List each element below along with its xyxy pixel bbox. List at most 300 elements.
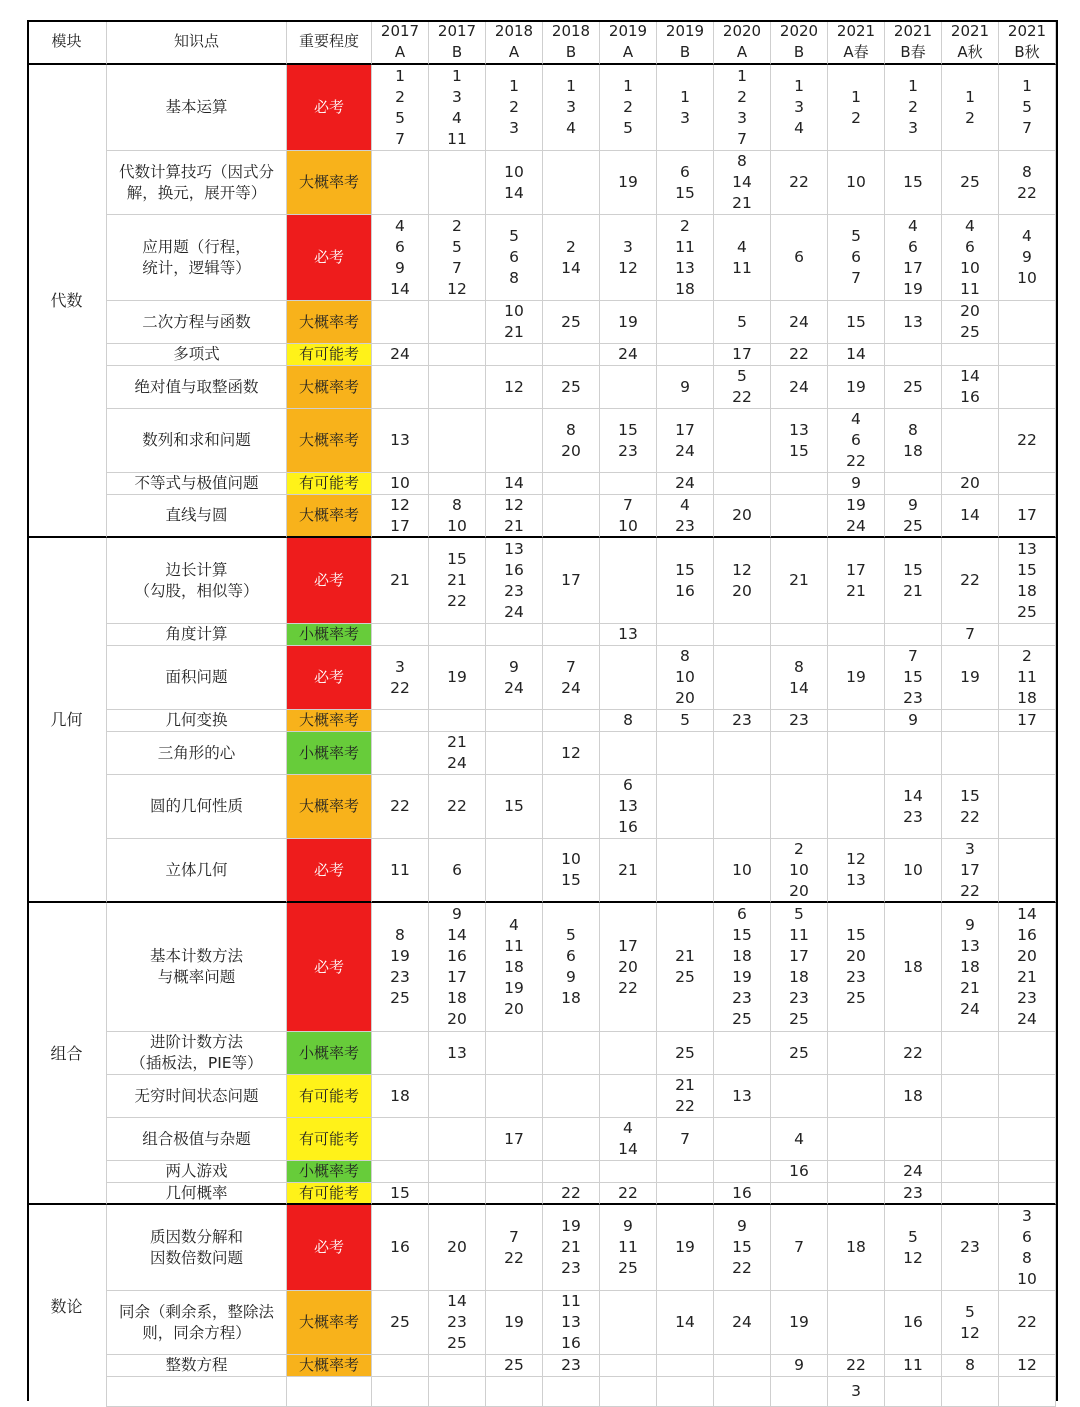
- module-cell: 代数: [27, 65, 107, 538]
- question-cell: 10: [714, 839, 771, 903]
- header-exam: 2021 B秋: [999, 20, 1056, 65]
- question-cell: [828, 624, 885, 646]
- question-cell: 13: [885, 301, 942, 344]
- question-cell: 18: [372, 1075, 429, 1118]
- question-cell: 15 22: [942, 775, 999, 839]
- question-cell: 8: [600, 710, 657, 732]
- question-cell: [771, 1075, 828, 1118]
- question-cell: 13 15: [771, 409, 828, 473]
- question-cell: [486, 344, 543, 366]
- question-cell: [999, 1161, 1056, 1183]
- importance-badge: 有可能考: [287, 1118, 372, 1161]
- question-cell: [486, 839, 543, 903]
- question-cell: [771, 1377, 828, 1407]
- question-cell: 21: [771, 538, 828, 624]
- question-cell: 22: [771, 344, 828, 366]
- question-cell: [885, 344, 942, 366]
- question-cell: [714, 1355, 771, 1377]
- question-cell: 21 24: [429, 732, 486, 775]
- question-cell: 9 13 18 21 24: [942, 903, 999, 1032]
- question-cell: [714, 775, 771, 839]
- question-cell: 15 23: [600, 409, 657, 473]
- question-cell: 15: [372, 1183, 429, 1205]
- question-cell: [486, 1032, 543, 1075]
- importance-badge: 大概率考: [287, 1355, 372, 1377]
- importance-badge: 大概率考: [287, 775, 372, 839]
- question-cell: 20: [714, 495, 771, 538]
- question-cell: 1 2 5: [600, 65, 657, 151]
- question-cell: 2 14: [543, 215, 600, 301]
- question-cell: 15 20 23 25: [828, 903, 885, 1032]
- importance-badge: 必考: [287, 646, 372, 710]
- question-cell: [714, 732, 771, 775]
- importance-badge: 必考: [287, 215, 372, 301]
- question-cell: [600, 538, 657, 624]
- question-cell: [486, 1183, 543, 1205]
- question-cell: 17: [999, 710, 1056, 732]
- question-cell: 14 16: [942, 366, 999, 409]
- question-cell: 19: [828, 366, 885, 409]
- question-cell: 10 14: [486, 151, 543, 215]
- question-cell: [828, 1118, 885, 1161]
- question-cell: [600, 1377, 657, 1407]
- question-cell: [885, 1118, 942, 1161]
- question-cell: 19: [771, 1291, 828, 1355]
- question-cell: [885, 473, 942, 495]
- question-cell: 2 11 18: [999, 646, 1056, 710]
- topic-cell: [107, 1377, 287, 1407]
- question-cell: 17 24: [657, 409, 714, 473]
- question-cell: 15 16: [657, 538, 714, 624]
- question-cell: 10 15: [543, 839, 600, 903]
- topic-cell: 代数计算技巧（因式分解，换元，展开等）: [107, 151, 287, 215]
- question-cell: 7 15 23: [885, 646, 942, 710]
- question-cell: 6 13 16: [600, 775, 657, 839]
- question-cell: [714, 409, 771, 473]
- question-cell: 19: [828, 646, 885, 710]
- question-cell: 22: [999, 409, 1056, 473]
- question-cell: 5 12: [885, 1205, 942, 1291]
- question-cell: 8: [942, 1355, 999, 1377]
- header-exam: 2019 A: [600, 20, 657, 65]
- question-cell: [999, 775, 1056, 839]
- question-cell: [714, 1032, 771, 1075]
- question-cell: [771, 495, 828, 538]
- question-cell: 4 23: [657, 495, 714, 538]
- question-cell: [885, 624, 942, 646]
- question-cell: 19: [657, 1205, 714, 1291]
- question-cell: 23: [714, 710, 771, 732]
- question-cell: 8 20: [543, 409, 600, 473]
- question-cell: [999, 301, 1056, 344]
- question-cell: 10 21: [486, 301, 543, 344]
- importance-badge: 有可能考: [287, 1075, 372, 1118]
- question-cell: 6 15 18 19 23 25: [714, 903, 771, 1032]
- question-cell: 9: [828, 473, 885, 495]
- question-cell: 14 23: [885, 775, 942, 839]
- question-cell: 17: [714, 344, 771, 366]
- question-cell: 4 11 18 19 20: [486, 903, 543, 1032]
- question-cell: [372, 1355, 429, 1377]
- question-cell: 25: [885, 366, 942, 409]
- question-cell: 9 14 16 17 18 20: [429, 903, 486, 1032]
- question-cell: [543, 775, 600, 839]
- importance-badge: 必考: [287, 903, 372, 1032]
- question-cell: [771, 473, 828, 495]
- question-cell: [372, 732, 429, 775]
- question-cell: 13 16 23 24: [486, 538, 543, 624]
- topic-cell: 多项式: [107, 344, 287, 366]
- question-cell: [771, 1183, 828, 1205]
- question-cell: 21: [600, 839, 657, 903]
- question-cell: 14 23 25: [429, 1291, 486, 1355]
- question-cell: 19: [942, 646, 999, 710]
- question-cell: 3 22: [372, 646, 429, 710]
- question-cell: 12 17: [372, 495, 429, 538]
- question-cell: 18: [885, 903, 942, 1032]
- exam-topic-table: [27, 20, 1056, 1407]
- importance-badge: 大概率考: [287, 1291, 372, 1355]
- question-cell: [429, 710, 486, 732]
- question-cell: 15 21: [885, 538, 942, 624]
- question-cell: 8 10: [429, 495, 486, 538]
- question-cell: 21: [372, 538, 429, 624]
- question-cell: [999, 1075, 1056, 1118]
- question-cell: [372, 366, 429, 409]
- question-cell: 7 10: [600, 495, 657, 538]
- question-cell: [657, 1161, 714, 1183]
- question-cell: [942, 710, 999, 732]
- importance-badge: [287, 1377, 372, 1407]
- question-cell: 1 5 7: [999, 65, 1056, 151]
- question-cell: 5 6 7: [828, 215, 885, 301]
- question-cell: 17: [999, 495, 1056, 538]
- question-cell: 4 11: [714, 215, 771, 301]
- topic-cell: 直线与圆: [107, 495, 287, 538]
- question-cell: 12: [999, 1355, 1056, 1377]
- question-cell: 15: [486, 775, 543, 839]
- question-cell: [828, 732, 885, 775]
- question-cell: 5: [714, 301, 771, 344]
- question-cell: [714, 646, 771, 710]
- topic-cell: 二次方程与函数: [107, 301, 287, 344]
- question-cell: [543, 473, 600, 495]
- question-cell: 18: [885, 1075, 942, 1118]
- question-cell: 1 3 4: [771, 65, 828, 151]
- question-cell: 19 21 23: [543, 1205, 600, 1291]
- question-cell: [657, 1355, 714, 1377]
- question-cell: [372, 301, 429, 344]
- question-cell: [429, 1075, 486, 1118]
- header-topic: 知识点: [107, 20, 287, 65]
- question-cell: 3 17 22: [942, 839, 999, 903]
- question-cell: [600, 1161, 657, 1183]
- importance-badge: 小概率考: [287, 1161, 372, 1183]
- question-cell: [429, 1161, 486, 1183]
- question-cell: 9 15 22: [714, 1205, 771, 1291]
- question-cell: 4 6 17 19: [885, 215, 942, 301]
- question-cell: [486, 409, 543, 473]
- question-cell: [429, 151, 486, 215]
- question-cell: 24: [600, 344, 657, 366]
- question-cell: [771, 775, 828, 839]
- question-cell: 7: [942, 624, 999, 646]
- question-cell: 11: [885, 1355, 942, 1377]
- question-cell: 14: [942, 495, 999, 538]
- question-cell: 13 15 18 25: [999, 538, 1056, 624]
- question-cell: 17 20 22: [600, 903, 657, 1032]
- question-cell: 25: [657, 1032, 714, 1075]
- topic-cell: 几何变换: [107, 710, 287, 732]
- topic-cell: 组合极值与杂题: [107, 1118, 287, 1161]
- importance-badge: 必考: [287, 65, 372, 151]
- question-cell: 22: [543, 1183, 600, 1205]
- question-cell: [942, 1377, 999, 1407]
- question-cell: [543, 495, 600, 538]
- question-cell: [999, 366, 1056, 409]
- question-cell: [657, 775, 714, 839]
- question-cell: [999, 1118, 1056, 1161]
- topic-cell: 几何概率: [107, 1183, 287, 1205]
- question-cell: [999, 624, 1056, 646]
- topic-cell: 基本运算: [107, 65, 287, 151]
- question-cell: 1 3 4: [543, 65, 600, 151]
- question-cell: [828, 1291, 885, 1355]
- topic-cell: 两人游戏: [107, 1161, 287, 1183]
- question-cell: 12: [486, 366, 543, 409]
- question-cell: 1 2: [828, 65, 885, 151]
- question-cell: 22: [372, 775, 429, 839]
- question-cell: [942, 1032, 999, 1075]
- topic-cell: 圆的几何性质: [107, 775, 287, 839]
- question-cell: 25: [942, 151, 999, 215]
- topic-cell: 面积问题: [107, 646, 287, 710]
- question-cell: [429, 366, 486, 409]
- topic-cell: 同余（剩余系，整除法则，同余方程）: [107, 1291, 287, 1355]
- question-cell: [543, 151, 600, 215]
- importance-badge: 小概率考: [287, 1032, 372, 1075]
- topic-cell: 角度计算: [107, 624, 287, 646]
- question-cell: [600, 646, 657, 710]
- question-cell: 24: [372, 344, 429, 366]
- question-cell: 24: [771, 366, 828, 409]
- question-cell: [714, 1377, 771, 1407]
- question-cell: 3: [828, 1377, 885, 1407]
- importance-badge: 大概率考: [287, 366, 372, 409]
- question-cell: [543, 344, 600, 366]
- question-cell: 23: [885, 1183, 942, 1205]
- importance-badge: 有可能考: [287, 473, 372, 495]
- question-cell: 8 18: [885, 409, 942, 473]
- header-exam: 2017 A: [372, 20, 429, 65]
- question-cell: 4 9 10: [999, 215, 1056, 301]
- question-cell: [714, 1118, 771, 1161]
- header-module: 模块: [27, 20, 107, 65]
- question-cell: 4 14: [600, 1118, 657, 1161]
- question-cell: [429, 473, 486, 495]
- topic-cell: 应用题（行程， 统计，逻辑等）: [107, 215, 287, 301]
- question-cell: [714, 1161, 771, 1183]
- question-cell: [543, 1075, 600, 1118]
- question-cell: [372, 710, 429, 732]
- question-cell: 24: [657, 473, 714, 495]
- question-cell: 20: [429, 1205, 486, 1291]
- question-cell: 9: [885, 710, 942, 732]
- question-cell: 13: [429, 1032, 486, 1075]
- question-cell: 20: [942, 473, 999, 495]
- topic-cell: 不等式与极值问题: [107, 473, 287, 495]
- question-cell: 25: [486, 1355, 543, 1377]
- question-cell: [486, 1075, 543, 1118]
- question-cell: [942, 1075, 999, 1118]
- question-cell: [657, 344, 714, 366]
- question-cell: [828, 710, 885, 732]
- question-cell: [657, 624, 714, 646]
- question-cell: [372, 624, 429, 646]
- question-cell: 22: [885, 1032, 942, 1075]
- question-cell: [657, 301, 714, 344]
- question-cell: 14: [657, 1291, 714, 1355]
- question-cell: 8 14: [771, 646, 828, 710]
- question-cell: 16: [771, 1161, 828, 1183]
- question-cell: [600, 473, 657, 495]
- question-cell: 24: [885, 1161, 942, 1183]
- question-cell: 6 15: [657, 151, 714, 215]
- question-cell: 10: [828, 151, 885, 215]
- question-cell: 17: [543, 538, 600, 624]
- question-cell: [429, 624, 486, 646]
- header-exam: 2021 A秋: [942, 20, 999, 65]
- question-cell: 9 24: [486, 646, 543, 710]
- question-cell: 22: [999, 1291, 1056, 1355]
- importance-badge: 小概率考: [287, 732, 372, 775]
- question-cell: [885, 1377, 942, 1407]
- question-cell: [600, 732, 657, 775]
- question-cell: 1 2 3 7: [714, 65, 771, 151]
- question-cell: [771, 732, 828, 775]
- question-cell: 19: [600, 151, 657, 215]
- header-exam: 2017 B: [429, 20, 486, 65]
- question-cell: 4 6 9 14: [372, 215, 429, 301]
- question-cell: 4 6 10 11: [942, 215, 999, 301]
- question-cell: [828, 1075, 885, 1118]
- header-exam: 2021 A春: [828, 20, 885, 65]
- question-cell: 19: [486, 1291, 543, 1355]
- topic-cell: 质因数分解和 因数倍数问题: [107, 1205, 287, 1291]
- question-cell: [429, 1355, 486, 1377]
- topic-cell: 进阶计数方法 （插板法，PIE等）: [107, 1032, 287, 1075]
- question-cell: 12: [543, 732, 600, 775]
- question-cell: 14: [828, 344, 885, 366]
- question-cell: 21 25: [657, 903, 714, 1032]
- importance-badge: 大概率考: [287, 710, 372, 732]
- question-cell: [600, 1291, 657, 1355]
- question-cell: 19: [600, 301, 657, 344]
- importance-badge: 必考: [287, 538, 372, 624]
- question-cell: 1 3 4 11: [429, 65, 486, 151]
- importance-badge: 大概率考: [287, 409, 372, 473]
- question-cell: 12 21: [486, 495, 543, 538]
- question-cell: 13: [372, 409, 429, 473]
- question-cell: 6: [771, 215, 828, 301]
- question-cell: 9: [771, 1355, 828, 1377]
- question-cell: 2 5 7 12: [429, 215, 486, 301]
- question-cell: [486, 624, 543, 646]
- question-cell: 24: [771, 301, 828, 344]
- question-cell: [543, 710, 600, 732]
- question-cell: 3 12: [600, 215, 657, 301]
- question-cell: [999, 473, 1056, 495]
- question-cell: [942, 344, 999, 366]
- question-cell: 8 10 20: [657, 646, 714, 710]
- question-cell: 22: [942, 538, 999, 624]
- question-cell: 15: [828, 301, 885, 344]
- question-cell: 10: [372, 473, 429, 495]
- question-cell: 1 2 3: [486, 65, 543, 151]
- question-cell: [486, 1161, 543, 1183]
- question-cell: [372, 151, 429, 215]
- importance-badge: 小概率考: [287, 624, 372, 646]
- question-cell: 5 11 17 18 23 25: [771, 903, 828, 1032]
- question-cell: 22: [828, 1355, 885, 1377]
- question-cell: 16: [885, 1291, 942, 1355]
- header-exam: 2020 A: [714, 20, 771, 65]
- question-cell: 12 20: [714, 538, 771, 624]
- question-cell: [543, 1161, 600, 1183]
- module-cell: 几何: [27, 538, 107, 903]
- question-cell: [372, 1118, 429, 1161]
- question-cell: [771, 624, 828, 646]
- question-cell: 7 22: [486, 1205, 543, 1291]
- importance-badge: 必考: [287, 1205, 372, 1291]
- question-cell: [372, 1032, 429, 1075]
- question-cell: 8 22: [999, 151, 1056, 215]
- header-exam: 2020 B: [771, 20, 828, 65]
- question-cell: [543, 1377, 600, 1407]
- question-cell: [372, 1161, 429, 1183]
- question-cell: 9: [657, 366, 714, 409]
- question-cell: 1 2: [942, 65, 999, 151]
- question-cell: 5 22: [714, 366, 771, 409]
- importance-badge: 大概率考: [287, 301, 372, 344]
- question-cell: 24: [714, 1291, 771, 1355]
- question-cell: 4: [771, 1118, 828, 1161]
- question-cell: [486, 732, 543, 775]
- question-cell: 10: [885, 839, 942, 903]
- topic-cell: 无穷时间状态问题: [107, 1075, 287, 1118]
- question-cell: 2 10 20: [771, 839, 828, 903]
- question-cell: 5: [657, 710, 714, 732]
- question-cell: [429, 301, 486, 344]
- question-cell: [600, 1075, 657, 1118]
- question-cell: [543, 624, 600, 646]
- question-cell: [942, 1161, 999, 1183]
- question-cell: 19 24: [828, 495, 885, 538]
- question-cell: 9 11 25: [600, 1205, 657, 1291]
- question-cell: 23: [771, 710, 828, 732]
- question-cell: [429, 1118, 486, 1161]
- question-cell: 25: [543, 301, 600, 344]
- question-cell: 19: [429, 646, 486, 710]
- question-cell: 2 11 13 18: [657, 215, 714, 301]
- topic-cell: 边长计算 （勾股，相似等）: [107, 538, 287, 624]
- question-cell: 21 22: [657, 1075, 714, 1118]
- question-cell: [600, 1032, 657, 1075]
- question-cell: 17 21: [828, 538, 885, 624]
- question-cell: [543, 1118, 600, 1161]
- header-exam: 2021 B春: [885, 20, 942, 65]
- importance-badge: 大概率考: [287, 495, 372, 538]
